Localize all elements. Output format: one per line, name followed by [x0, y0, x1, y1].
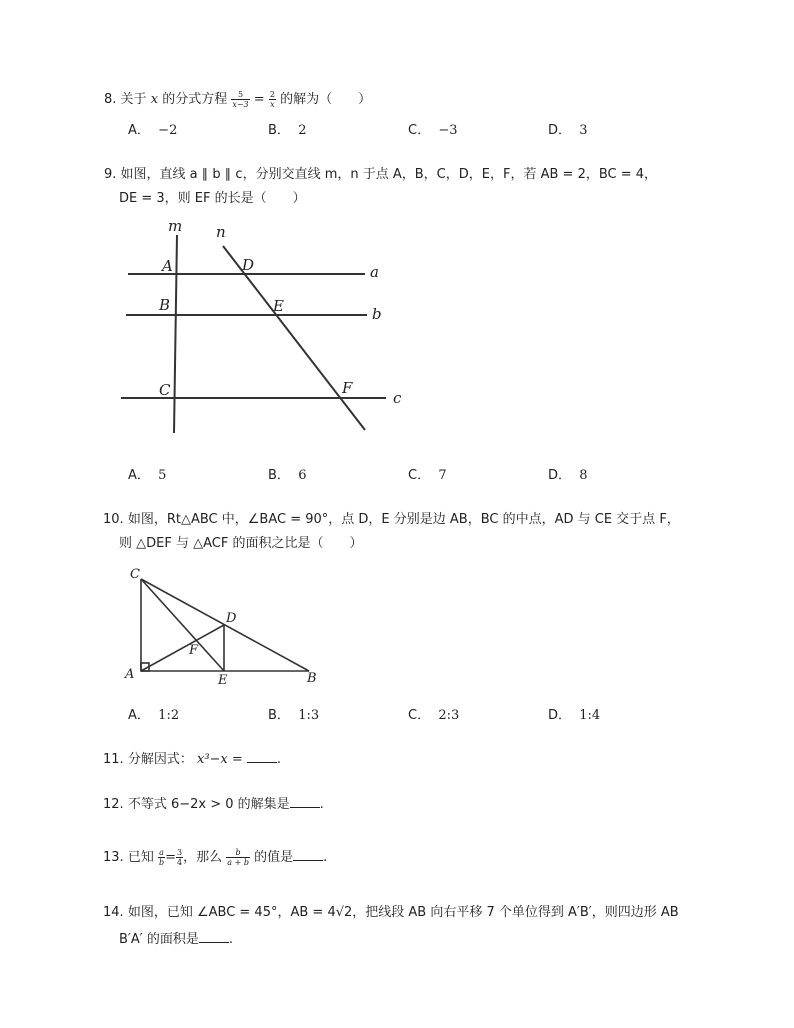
option-c[interactable]: C． 2:3 [408, 708, 460, 723]
variable: x [150, 92, 159, 107]
question-text: 关于 [120, 92, 147, 107]
option-a[interactable]: A． 1:2 [128, 708, 180, 723]
question-14-line2 [119, 928, 233, 947]
label-a: a [370, 263, 379, 281]
fraction: $\frac{b}{a + b}$ [227, 848, 249, 867]
answer-blank[interactable] [247, 750, 277, 763]
question-text: 如图，直线 a ∥ b ∥ c，分别交直线 m，n 于点 A，B，C，D，E，F，若 AB = 2，BC = 4， [120, 167, 658, 182]
label-A: A [125, 667, 135, 682]
label-B: B [159, 296, 171, 314]
answer-blank[interactable] [293, 848, 323, 861]
label-E: E [273, 297, 284, 315]
fraction: $\frac{3}{4}$ [177, 848, 183, 867]
question-number: 11. [103, 752, 124, 767]
label-m: m [168, 217, 183, 235]
label-F: F [189, 643, 199, 658]
question-text: B′A′ 的面积是 [119, 932, 199, 947]
question-13 [103, 846, 327, 867]
label-D: D [226, 611, 237, 626]
option-b[interactable]: B． 6 [268, 468, 307, 483]
question-9-line2: DE = 3，则 EF 的长是（ ） [119, 191, 306, 206]
label-C: C [159, 381, 171, 399]
label-B: B [307, 671, 317, 686]
question-10-line2: 则 △DEF 与 △ACF 的面积之比是（ ） [119, 536, 363, 551]
line-m [174, 235, 177, 433]
label-E: E [218, 673, 228, 687]
question-number: 10. [103, 512, 124, 527]
question-number: 9. [104, 167, 117, 182]
label-D: D [242, 256, 255, 274]
period: . [228, 932, 233, 947]
equals-sign: = [165, 850, 177, 865]
fraction: $\frac{5}{x-3}$ [232, 90, 249, 109]
label-A: A [162, 257, 173, 275]
option-b[interactable]: B． 1:3 [268, 708, 320, 723]
expression: x³−x = [196, 752, 243, 767]
question-9 [104, 163, 657, 182]
parallel-lines-figure [110, 215, 420, 440]
answer-blank[interactable] [199, 930, 229, 943]
question-text: 的值是 [254, 850, 294, 865]
option-c[interactable]: C． −3 [408, 123, 458, 138]
label-F: F [342, 379, 353, 397]
label-c: c [393, 389, 402, 407]
question-text: 不等式 6−2x > 0 的解集是 [127, 797, 290, 812]
question-text: 如图，Rt△ABC 中，∠BAC = 90°，点 D，E 分别是边 AB，BC 的中点，AD 与 CE 交于点 F， [127, 512, 680, 527]
question-text: 已知 [127, 850, 154, 865]
period: . [319, 797, 324, 812]
question-text: 如图，已知 ∠ABC = 45°，AB = 4√2，把线段 AB 向右平移 7 个单位得到 A′B′，则四边形 AB [127, 905, 679, 920]
question-number: 8. [104, 92, 117, 107]
question-12 [103, 793, 324, 812]
label-n: n [216, 223, 226, 241]
segment-AD [141, 625, 224, 671]
fraction: $\frac{2}{x}$ [269, 90, 275, 109]
fraction: $\frac{a}{b}$ [158, 848, 165, 867]
question-10 [103, 508, 680, 527]
option-d[interactable]: D． 3 [548, 123, 588, 138]
option-d[interactable]: D． 8 [548, 468, 588, 483]
question-text: 的解为（ ） [280, 92, 372, 107]
option-c[interactable]: C． 7 [408, 468, 447, 483]
period: . [276, 752, 282, 767]
question-number: 13. [103, 850, 124, 865]
question-11 [103, 748, 281, 767]
option-b[interactable]: B． 2 [268, 123, 307, 138]
label-C: C [130, 567, 140, 582]
triangle-figure [120, 562, 330, 687]
question-14 [103, 901, 679, 920]
option-d[interactable]: D． 1:4 [548, 708, 601, 723]
question-8 [104, 88, 371, 109]
question-text: 分解因式： [127, 752, 193, 767]
label-b: b [372, 305, 382, 323]
question-number: 12. [103, 797, 124, 812]
question-number: 14. [103, 905, 124, 920]
segment-CE [141, 579, 224, 671]
question-text: 的分式方程 [162, 92, 228, 107]
option-a[interactable]: A． 5 [128, 468, 167, 483]
option-a[interactable]: A． −2 [128, 123, 178, 138]
equals-sign: = [253, 92, 265, 107]
question-text: ，那么 [183, 850, 223, 865]
period: . [323, 850, 328, 865]
answer-blank[interactable] [290, 795, 320, 808]
